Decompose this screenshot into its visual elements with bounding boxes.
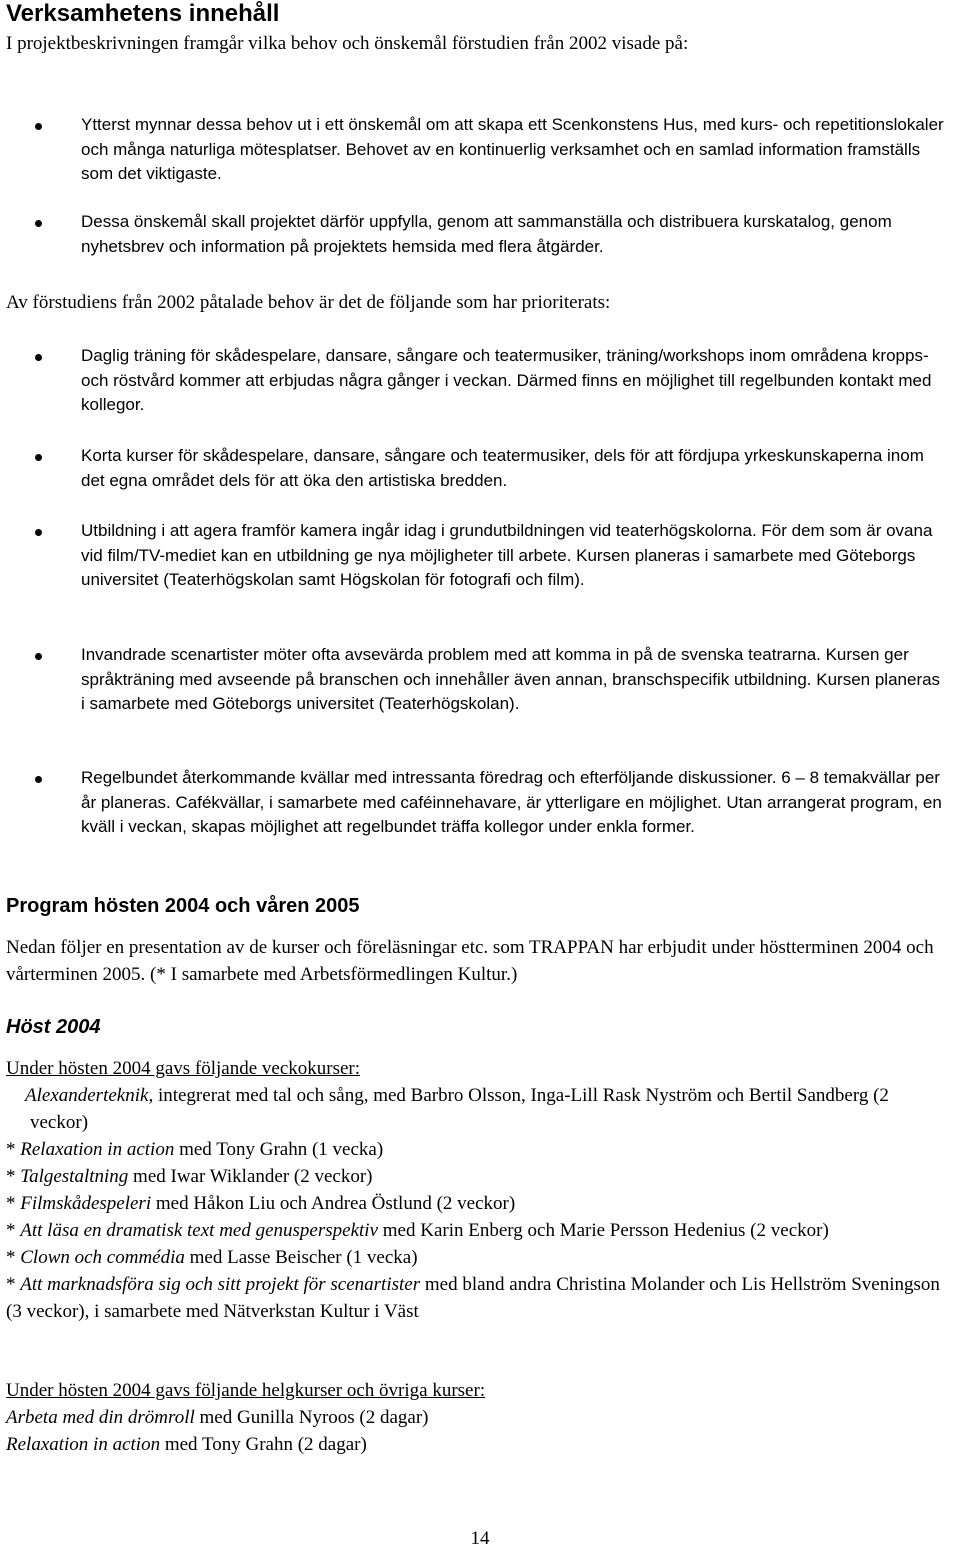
term-heading: Höst 2004: [6, 1016, 101, 1038]
list-item-text: Ytterst mynnar dessa behov ut i ett önskemål om att skapa ett Scenkonstens Hus, med kurs- och repetitionslokaler och många naturliga mötesplatser. Behovet av en kontinuerlig verksamhet och en samlad information framställs som det viktigaste.: [81, 115, 944, 183]
intro-paragraph: I projektbeskrivningen framgår vilka behov och önskemål förstudien från 2002 visade på:: [6, 33, 689, 54]
course-entry: Relaxation in action med Tony Grahn (2 dagar): [6, 1434, 367, 1455]
bullet-icon: [35, 220, 42, 227]
list-item-text: Regelbundet återkommande kvällar med intressanta föredrag och efterföljande diskussioner. 6 – 8 temakvällar per år planeras. Cafékvällar, i samarbete med caféinnehavare, är ytterligare en möjlighet. Utan arrangerat program, en kväll i veckan, skapas möjlighet att regelbundet träffa kollegor under enkla former.: [81, 768, 942, 836]
course-title: Arbeta med din drömroll: [6, 1407, 195, 1428]
course-title: Filmskådespeleri: [20, 1193, 152, 1214]
course-title: Att läsa en dramatisk text med genusperspektiv: [20, 1220, 379, 1241]
course-entry: * Att läsa en dramatisk text med genusperspektiv med Karin Enberg och Marie Persson Hedenius (2 veckor): [6, 1220, 829, 1241]
list-item-text: Korta kurser för skådespelare, dansare, sångare och teatermusiker, dels för att fördjupa yrkeskunskaperna inom det egna området dels för att öka den artistiska bredden.: [81, 446, 924, 490]
bullet-icon: [35, 776, 42, 783]
course-title: Att marknadsföra sig och sitt projekt för scenartister: [20, 1274, 421, 1295]
priorities-paragraph: Av förstudiens från 2002 påtalade behov är det de följande som har prioriterats:: [6, 292, 611, 313]
bullet-icon: [35, 529, 42, 536]
weekend-courses-section: [6, 1377, 946, 1458]
program-intro-paragraph: Nedan följer en presentation av de kurser och föreläsningar etc. som TRAPPAN har erbjudit under höstterminen 2004 och vårterminen 2005. (* I samarbete med Arbetsförmedlingen Kultur.): [6, 937, 934, 985]
course-entry: * Relaxation in action med Tony Grahn (1 vecka): [6, 1139, 384, 1160]
course-title: Relaxation in action: [20, 1139, 175, 1160]
week-courses-heading: Under hösten 2004 gavs följande veckokurser:: [6, 1058, 361, 1079]
bullet-icon: [35, 123, 42, 130]
list-item-text: Invandrade scenartister möter ofta avsevärda problem med att komma in på de svenska teatrarna. Kursen ger språkträning med avseende på branschen och innehåller även annan, branschspecifik utbildning. Kursen planeras i samarbete med Göteborgs universitet (Teaterhögskolan).: [81, 645, 941, 713]
page-number: 14: [470, 1528, 490, 1549]
section-heading: Verksamhetens innehåll: [6, 0, 280, 27]
course-title: Talgestaltning: [20, 1166, 129, 1187]
list-item-text: Daglig träning för skådespelare, dansare, sångare och teatermusiker, träning/workshops inom områdena kropps- och röstvård kommer att erbjudas några gånger i veckan. Därmed finns en möjlighet till regelbunden kontakt med kollegor.: [81, 346, 932, 414]
bullet-icon: [35, 454, 42, 461]
course-title: Relaxation in action: [6, 1434, 161, 1455]
list-item-text: Dessa önskemål skall projektet därför uppfylla, genom att sammanställa och distribuera kurskatalog, genom nyhetsbrev och information på projektets hemsida med flera åtgärder.: [81, 212, 892, 256]
course-entry: Arbeta med din drömroll med Gunilla Nyroos (2 dagar): [6, 1407, 429, 1428]
week-courses-section: [6, 1055, 946, 1325]
course-entry: * Att marknadsföra sig och sitt projekt för scenartister med bland andra Christina Molander och Lis Hellström Sveningson (3 veckor), i samarbete med Nätverkstan Kultur i Väst: [6, 1274, 940, 1322]
course-entry: * Filmskådespeleri med Håkon Liu och Andrea Östlund (2 veckor): [6, 1193, 516, 1214]
list-item-text: Utbildning i att agera framför kamera ingår idag i grundutbildningen vid teaterhögskolorna. För dem som är ovana vid film/TV-mediet kan en utbildning ge nya möjligheter till arbete. Kursen planeras i samarbete med Göteborgs universitet (Teaterhögskolan samt Högskolan för fotografi och film).: [81, 521, 933, 589]
bullet-icon: [35, 354, 42, 361]
program-heading: Program hösten 2004 och våren 2005: [6, 895, 360, 917]
course-entry: * Clown och commédia med Lasse Beischer (1 vecka): [6, 1247, 418, 1268]
course-title: Clown och commédia: [20, 1247, 185, 1268]
course-entry: Alexanderteknik, integrerat med tal och sång, med Barbro Olsson, Inga-Lill Rask Nyström och Bertil Sandberg (2 veckor): [25, 1085, 889, 1133]
course-title: Alexanderteknik: [25, 1085, 149, 1106]
course-entry: * Talgestaltning med Iwar Wiklander (2 veckor): [6, 1166, 373, 1187]
bullet-icon: [35, 653, 42, 660]
weekend-courses-heading: Under hösten 2004 gavs följande helgkurser och övriga kurser:: [6, 1380, 486, 1401]
